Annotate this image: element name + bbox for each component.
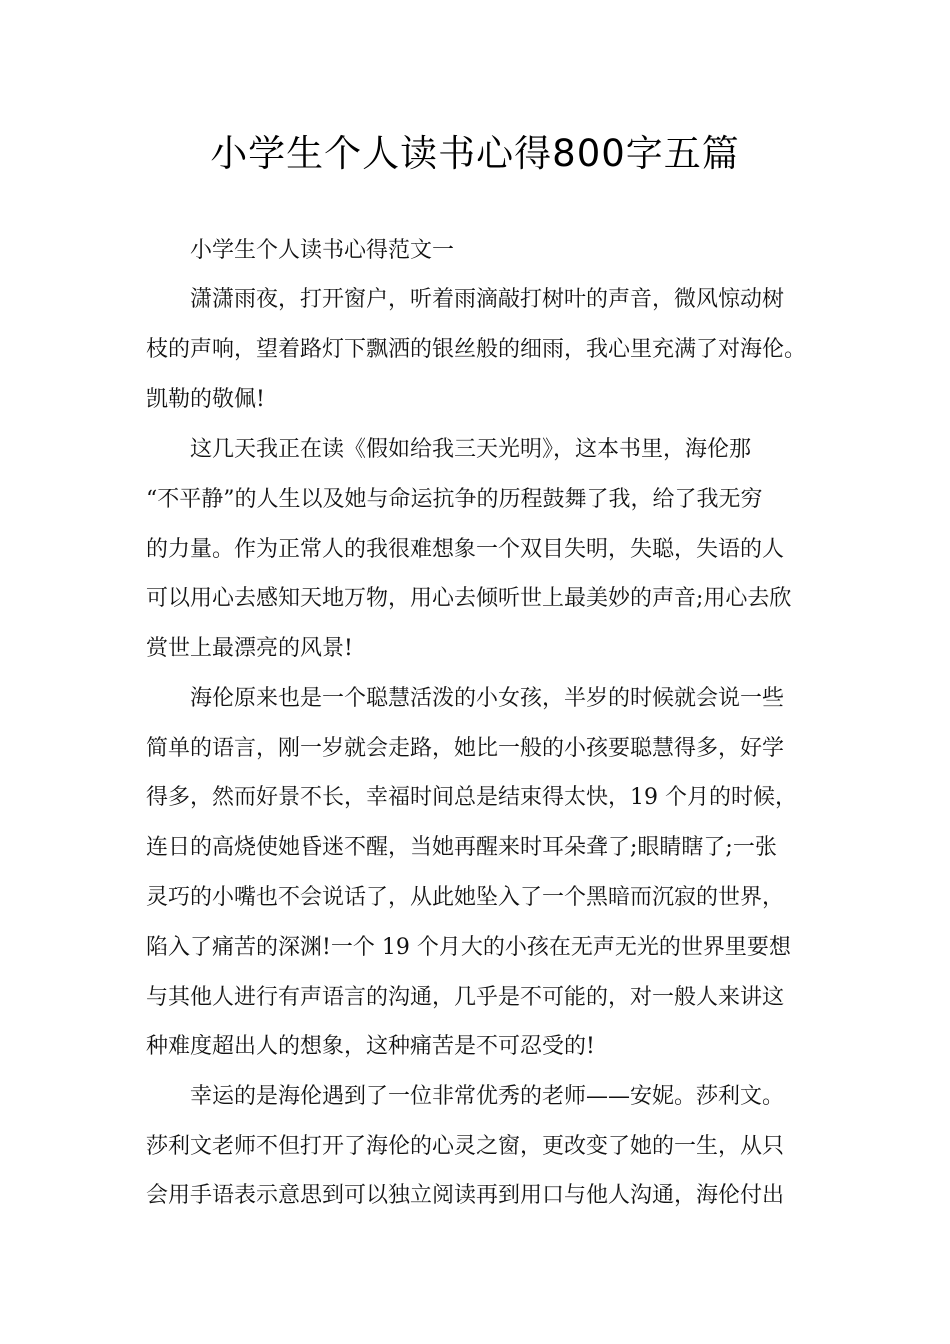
text-line: 枝的声响，望着路灯下飘洒的银丝般的细雨，我心里充满了对海伦。 [146, 337, 807, 362]
text-line: “不平静”的人生以及她与命运抗争的历程鼓舞了我，给了我无穷 [146, 487, 763, 512]
text-line: 这几天我正在读《假如给我三天光明》，这本书里，海伦那 [190, 437, 752, 462]
text-line: 幸运的是海伦遇到了一位非常优秀的老师——安妮。莎利文。 [190, 1084, 785, 1109]
text-line: 可以用心去感知天地万物，用心去倾听世上最美妙的声音;用心去欣 [146, 586, 792, 611]
text-line: 赏世上最漂亮的风景! [146, 636, 353, 661]
text-line: 凯勒的敬佩! [146, 387, 265, 412]
text-line: 会用手语表示意思到可以独立阅读再到用口与他人沟通，海伦付出 [146, 1183, 785, 1208]
text-line: 灵巧的小嘴也不会说话了，从此她坠入了一个黑暗而沉寂的世界， [146, 885, 785, 910]
text-line: 海伦原来也是一个聪慧活泼的小女孩，半岁的时候就会说一些 [190, 686, 785, 711]
text-line: 莎利文老师不但打开了海伦的心灵之窗，更改变了她的一生，从只 [146, 1134, 785, 1159]
section-heading: 小学生个人读书心得范文一 [190, 238, 455, 263]
text-line: 潇潇雨夜，打开窗户，听着雨滴敲打树叶的声音，微风惊动树 [190, 287, 785, 312]
document-title: 小学生个人读书心得800字五篇 [210, 132, 740, 175]
text-line: 陷入了痛苦的深渊!一个 19 个月大的小孩在无声无光的世界里要想 [146, 935, 791, 960]
text-line: 的力量。作为正常人的我很难想象一个双目失明，失聪，失语的人 [146, 537, 785, 562]
text-line: 连日的高烧使她昏迷不醒，当她再醒来时耳朵聋了;眼睛瞎了;一张 [146, 835, 777, 860]
text-line: 简单的语言，刚一岁就会走路，她比一般的小孩要聪慧得多，好学 [146, 736, 785, 761]
text-line: 与其他人进行有声语言的沟通，几乎是不可能的，对一般人来讲这 [146, 985, 785, 1010]
text-line: 种难度超出人的想象，这种痛苦是不可忍受的! [146, 1034, 595, 1059]
text-line: 得多，然而好景不长，幸福时间总是结束得太快，19 个月的时候， [146, 785, 797, 810]
